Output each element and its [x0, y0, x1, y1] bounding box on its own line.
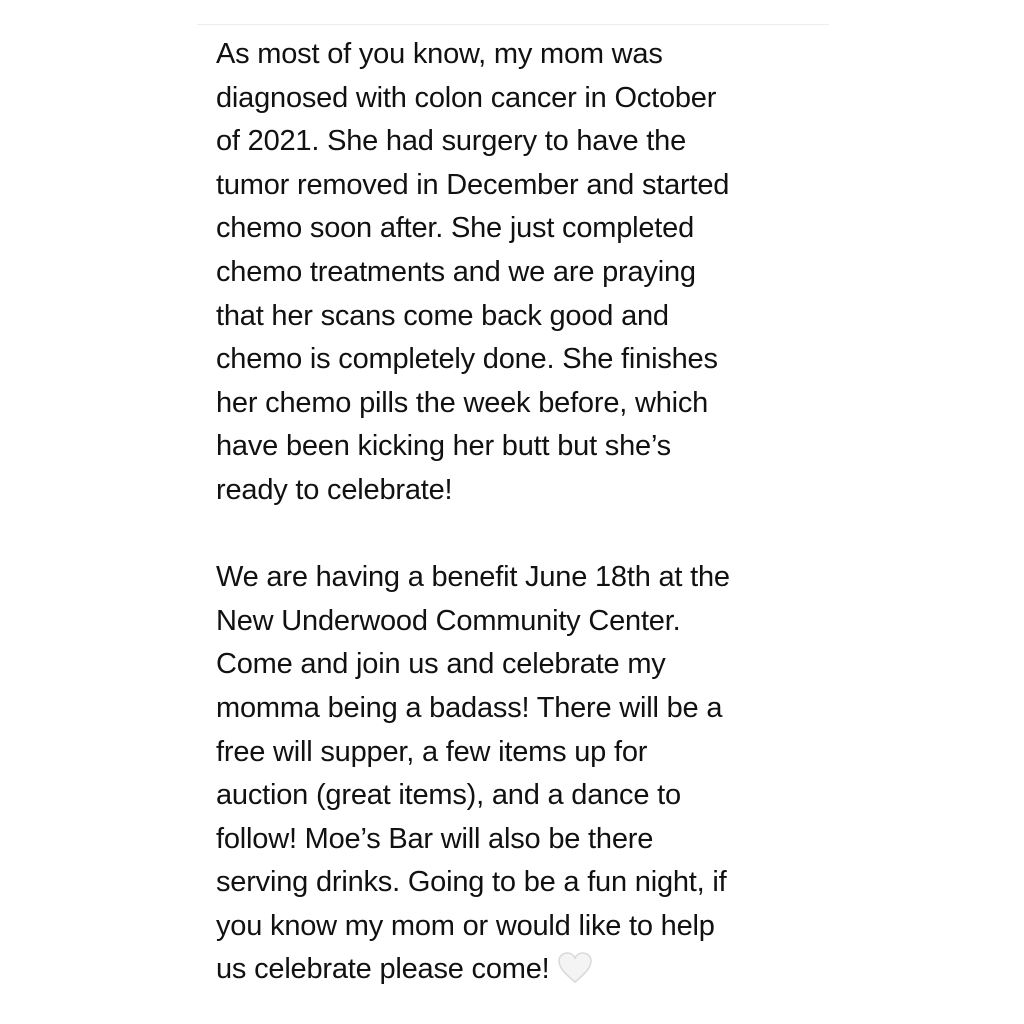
paragraph-1-line: ready to celebrate!: [216, 473, 453, 506]
paragraph-1-line: chemo soon after. She just completed: [216, 212, 695, 245]
white-heart-icon: [558, 952, 592, 984]
paragraph-2-line: momma being a badass! There will be a: [216, 691, 723, 724]
paragraph-2-line: serving drinks. Going to be a fun night, if: [216, 866, 727, 899]
paragraph-1-line: her chemo pills the week before, which: [216, 386, 709, 419]
paragraph-2-line: Come and join us and celebrate my: [216, 648, 666, 681]
paragraph-2-line: you know my mom or would like to help: [216, 909, 715, 942]
top-divider: [197, 24, 829, 25]
paragraph-spacer: [216, 513, 826, 557]
paragraph-1: [216, 33, 826, 513]
paragraph-2-line: follow! Moe’s Bar will also be there: [216, 822, 654, 855]
paragraph-1-line: chemo treatments and we are praying: [216, 255, 696, 288]
paragraph-1-line: diagnosed with colon cancer in October: [216, 81, 717, 114]
post-body: [216, 33, 826, 992]
paragraph-2: [216, 556, 826, 992]
paragraph-2-line-text: us celebrate please come!: [216, 953, 550, 986]
paragraph-2-line: auction (great items), and a dance to: [216, 779, 681, 812]
paragraph-2-line: New Underwood Community Center.: [216, 604, 681, 637]
paragraph-1-line: have been kicking her butt but she’s: [216, 430, 671, 463]
paragraph-2-line: We are having a benefit June 18th at the: [216, 561, 730, 594]
paragraph-1-line: chemo is completely done. She finishes: [216, 343, 718, 376]
paragraph-2-last-line: [216, 948, 826, 992]
paragraph-1-line: As most of you know, my mom was: [216, 38, 663, 70]
paragraph-1-line: tumor removed in December and started: [216, 168, 730, 201]
paragraph-1-line: that her scans come back good and: [216, 299, 669, 332]
paragraph-1-line: of 2021. She had surgery to have the: [216, 125, 687, 158]
paragraph-2-line: free will supper, a few items up for: [216, 735, 648, 768]
